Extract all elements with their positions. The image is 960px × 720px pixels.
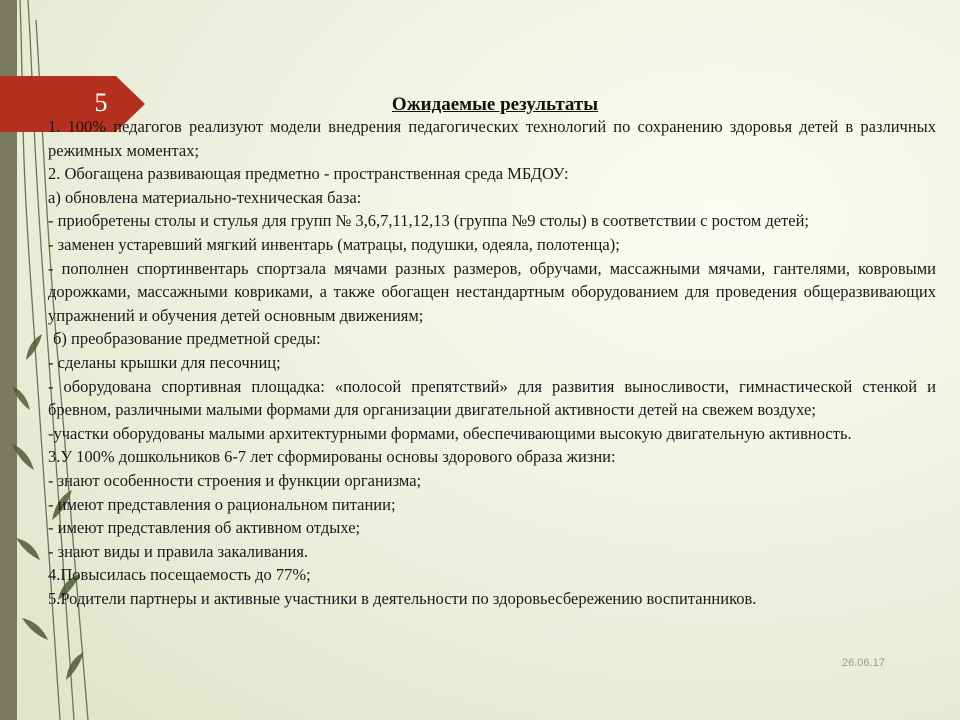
slide-number: 5 <box>94 88 108 117</box>
result-line-rest: - имеют представления об активном отдыхе; <box>48 518 361 538</box>
result-line-nutrition: - имеют представления о рациональном питании; <box>48 494 396 514</box>
result-line-sandbox: - сделаны крышки для песочниц; <box>48 352 281 372</box>
slide-date: 26.06.17 <box>842 657 885 669</box>
result-line-inventory: - заменен устаревший мягкий инвентарь (матрацы, подушки, одеяла, полотенца); <box>48 234 620 254</box>
result-line-sports-equipment: - пополнен спортинвентарь спортзала мячами разных размеров, обручами, массажными мячами, гантелями, ковровыми дорожками, массажными ковриками, а также обогащен нестандартным оборудованием для проведения общеразвивающих упражнений и обучения детей основным движениям; <box>48 258 936 325</box>
result-line-5: 5.Родители партнеры и активные участники в деятельности по здоровьесбережению воспитанников. <box>48 588 757 608</box>
result-line-furniture: - приобретены столы и стулья для групп № 3,6,7,11,12,13 (группа №9 столы) в соответствии с ростом детей; <box>48 211 809 231</box>
slide-body <box>48 115 936 610</box>
result-line-sports-ground: - оборудована спортивная площадка: «полосой препятствий» для развития выносливости, гимнастической стенкой и бревном, различными малыми формами для организации двигательной активности детей на свежем воздухе; <box>48 376 936 420</box>
result-line-hardening: - знают виды и правила закаливания. <box>48 541 309 561</box>
result-line-areas: -участки оборудованы малыми архитектурными формами, обеспечивающими высокую двигательную активность. <box>48 423 852 443</box>
result-line-2: 2. Обогащена развивающая предметно - пространственная среда МБДОУ: <box>48 164 569 184</box>
slide-title: Ожидаемые результаты <box>391 94 599 115</box>
result-line-1: 1. 100% педагогов реализуют модели внедрения педагогических технологий по сохранению здоровья детей в различных режимных моментах; <box>48 117 936 160</box>
result-line-3: 3.У 100% дошкольников 6-7 лет сформированы основы здорового образа жизни: <box>48 447 616 467</box>
result-line-4: 4.Повысилась посещаемость до 77%; <box>48 565 311 585</box>
result-line-2a: а) обновлена материально-техническая база: <box>48 187 362 207</box>
result-line-organism: - знают особенности строения и функции организма; <box>48 470 422 490</box>
result-line-2b: б) преобразование предметной среды: <box>53 329 321 349</box>
